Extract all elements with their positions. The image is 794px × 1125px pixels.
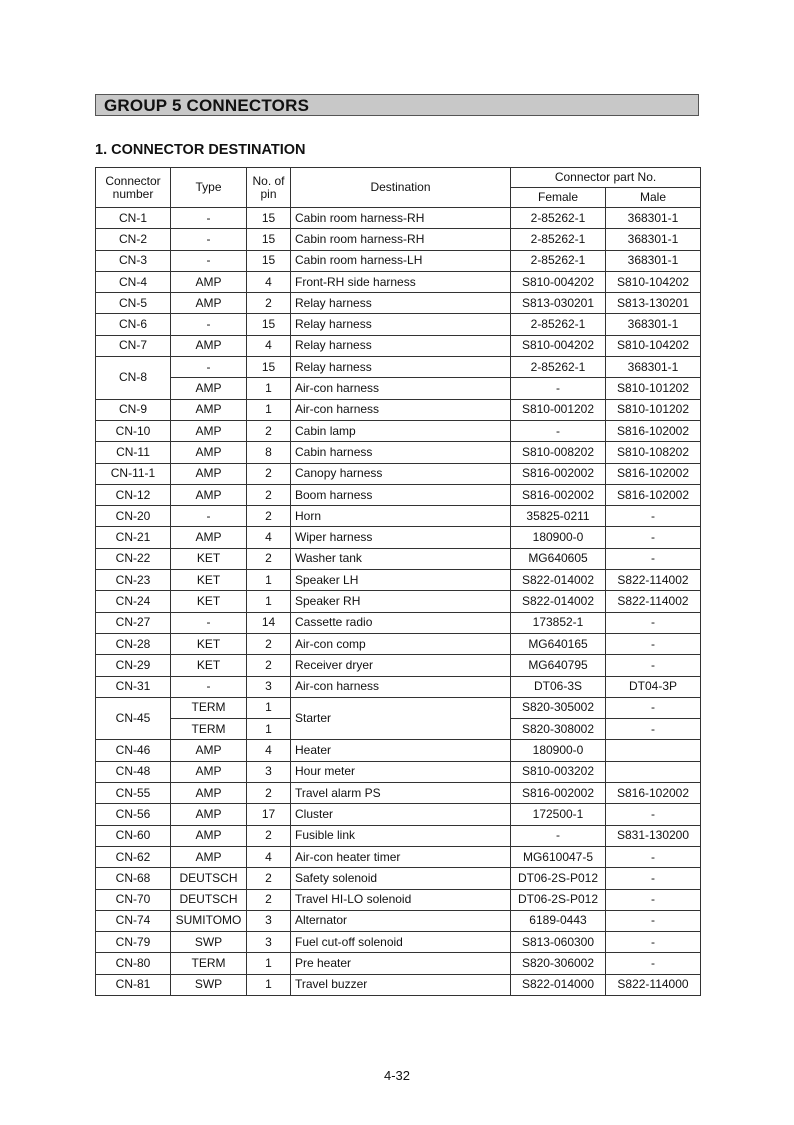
- no-of-pin: 14: [247, 612, 291, 633]
- no-of-pin: 1: [247, 399, 291, 420]
- table-row: [96, 655, 701, 676]
- connector-number: CN-46: [96, 740, 171, 761]
- male-part: -: [606, 655, 701, 676]
- male-part: -: [606, 804, 701, 825]
- male-part: -: [606, 633, 701, 654]
- table-row: [96, 612, 701, 633]
- type: AMP: [171, 420, 247, 441]
- destination: Horn: [291, 506, 511, 527]
- type: TERM: [171, 953, 247, 974]
- table-row: [96, 910, 701, 931]
- table-row: [96, 697, 701, 718]
- female-part: 2-85262-1: [511, 208, 606, 229]
- connector-number: CN-27: [96, 612, 171, 633]
- connector-number: CN-6: [96, 314, 171, 335]
- type: AMP: [171, 442, 247, 463]
- male-part: -: [606, 868, 701, 889]
- female-part: S810-008202: [511, 442, 606, 463]
- male-part: S810-108202: [606, 442, 701, 463]
- connector-number: CN-3: [96, 250, 171, 271]
- connector-number: CN-80: [96, 953, 171, 974]
- female-part: DT06-2S-P012: [511, 889, 606, 910]
- connector-number: CN-45: [96, 697, 171, 740]
- connector-number: CN-2: [96, 229, 171, 250]
- connector-number: CN-12: [96, 484, 171, 505]
- connector-number: CN-74: [96, 910, 171, 931]
- connector-number: CN-62: [96, 846, 171, 867]
- table-body: [96, 208, 701, 996]
- no-of-pin: 1: [247, 974, 291, 995]
- female-part: 2-85262-1: [511, 250, 606, 271]
- table-row: [96, 229, 701, 250]
- connector-number: CN-24: [96, 591, 171, 612]
- male-part: -: [606, 548, 701, 569]
- female-part: 172500-1: [511, 804, 606, 825]
- connector-number: CN-68: [96, 868, 171, 889]
- type: -: [171, 250, 247, 271]
- no-of-pin: 2: [247, 293, 291, 314]
- female-part: DT06-2S-P012: [511, 868, 606, 889]
- table-row: [96, 357, 701, 378]
- type: AMP: [171, 293, 247, 314]
- table-row: [96, 825, 701, 846]
- female-part: S822-014000: [511, 974, 606, 995]
- destination: Travel buzzer: [291, 974, 511, 995]
- no-of-pin: 2: [247, 868, 291, 889]
- male-part: S816-102002: [606, 484, 701, 505]
- type: TERM: [171, 719, 247, 740]
- table-row: [96, 548, 701, 569]
- type: AMP: [171, 740, 247, 761]
- connector-number: CN-60: [96, 825, 171, 846]
- male-part: -: [606, 910, 701, 931]
- type: -: [171, 229, 247, 250]
- destination: Cabin room harness-RH: [291, 208, 511, 229]
- female-part: S822-014002: [511, 570, 606, 591]
- male-part: -: [606, 846, 701, 867]
- type: AMP: [171, 484, 247, 505]
- male-part: 368301-1: [606, 314, 701, 335]
- table-row: [96, 506, 701, 527]
- type: AMP: [171, 761, 247, 782]
- male-part: S816-102002: [606, 463, 701, 484]
- type: KET: [171, 570, 247, 591]
- destination: Air-con heater timer: [291, 846, 511, 867]
- table-row: [96, 314, 701, 335]
- male-part: -: [606, 697, 701, 718]
- section-title: 1. CONNECTOR DESTINATION: [95, 142, 306, 158]
- no-of-pin: 15: [247, 357, 291, 378]
- no-of-pin: 4: [247, 846, 291, 867]
- page-number: 4-32: [383, 1068, 411, 1083]
- header-male: Male: [606, 188, 701, 208]
- female-part: S816-002002: [511, 484, 606, 505]
- destination: Boom harness: [291, 484, 511, 505]
- female-part: 180900-0: [511, 527, 606, 548]
- female-part: S810-001202: [511, 399, 606, 420]
- header-no-of-pin: No. of pin: [247, 168, 291, 208]
- connector-number: CN-79: [96, 932, 171, 953]
- destination: Wiper harness: [291, 527, 511, 548]
- female-part: S810-004202: [511, 271, 606, 292]
- no-of-pin: 2: [247, 420, 291, 441]
- destination: Pre heater: [291, 953, 511, 974]
- no-of-pin: 3: [247, 932, 291, 953]
- table-row: [96, 484, 701, 505]
- male-part: S810-104202: [606, 271, 701, 292]
- connector-number: CN-31: [96, 676, 171, 697]
- no-of-pin: 2: [247, 548, 291, 569]
- connector-number: CN-70: [96, 889, 171, 910]
- table-row: [96, 591, 701, 612]
- table-row: [96, 335, 701, 356]
- table-row: [96, 250, 701, 271]
- destination: Air-con harness: [291, 676, 511, 697]
- type: TERM: [171, 697, 247, 718]
- male-part: S831-130200: [606, 825, 701, 846]
- type: -: [171, 676, 247, 697]
- male-part: S816-102002: [606, 420, 701, 441]
- male-part: 368301-1: [606, 208, 701, 229]
- female-part: 173852-1: [511, 612, 606, 633]
- type: SUMITOMO: [171, 910, 247, 931]
- no-of-pin: 2: [247, 889, 291, 910]
- female-part: S820-306002: [511, 953, 606, 974]
- table-row: [96, 527, 701, 548]
- female-part: 6189-0443: [511, 910, 606, 931]
- destination: Cabin lamp: [291, 420, 511, 441]
- male-part: [606, 761, 701, 782]
- no-of-pin: 3: [247, 676, 291, 697]
- type: AMP: [171, 399, 247, 420]
- type: AMP: [171, 846, 247, 867]
- male-part: S816-102002: [606, 783, 701, 804]
- destination: Fuel cut-off solenoid: [291, 932, 511, 953]
- male-part: S810-101202: [606, 378, 701, 399]
- type: AMP: [171, 378, 247, 399]
- connector-number: CN-55: [96, 783, 171, 804]
- table-row: [96, 378, 701, 399]
- no-of-pin: 2: [247, 633, 291, 654]
- no-of-pin: 2: [247, 655, 291, 676]
- table-row: [96, 846, 701, 867]
- male-part: S813-130201: [606, 293, 701, 314]
- female-part: S813-060300: [511, 932, 606, 953]
- destination: Canopy harness: [291, 463, 511, 484]
- destination: Cluster: [291, 804, 511, 825]
- no-of-pin: 3: [247, 761, 291, 782]
- female-part: 35825-0211: [511, 506, 606, 527]
- table-row: [96, 740, 701, 761]
- connector-number: CN-29: [96, 655, 171, 676]
- table-row: [96, 761, 701, 782]
- no-of-pin: 2: [247, 484, 291, 505]
- destination: Safety solenoid: [291, 868, 511, 889]
- male-part: S810-104202: [606, 335, 701, 356]
- table-row: [96, 208, 701, 229]
- female-part: MG640165: [511, 633, 606, 654]
- female-part: S816-002002: [511, 463, 606, 484]
- type: AMP: [171, 527, 247, 548]
- type: SWP: [171, 974, 247, 995]
- type: -: [171, 506, 247, 527]
- destination: Heater: [291, 740, 511, 761]
- female-part: S820-305002: [511, 697, 606, 718]
- type: AMP: [171, 271, 247, 292]
- destination: Air-con harness: [291, 378, 511, 399]
- table-row: [96, 932, 701, 953]
- no-of-pin: 15: [247, 229, 291, 250]
- female-part: MG640605: [511, 548, 606, 569]
- destination: Starter: [291, 697, 511, 740]
- connector-number: CN-48: [96, 761, 171, 782]
- male-part: S822-114002: [606, 570, 701, 591]
- type: KET: [171, 591, 247, 612]
- table-row: [96, 868, 701, 889]
- type: SWP: [171, 932, 247, 953]
- header-female: Female: [511, 188, 606, 208]
- destination: Relay harness: [291, 314, 511, 335]
- male-part: -: [606, 506, 701, 527]
- header-connector-part-no: Connector part No.: [511, 168, 701, 188]
- no-of-pin: 2: [247, 506, 291, 527]
- no-of-pin: 15: [247, 250, 291, 271]
- connector-number: CN-10: [96, 420, 171, 441]
- type: -: [171, 208, 247, 229]
- type: AMP: [171, 804, 247, 825]
- destination: Relay harness: [291, 293, 511, 314]
- table-row: [96, 399, 701, 420]
- male-part: S822-114002: [606, 591, 701, 612]
- table-row: [96, 974, 701, 995]
- table-row: [96, 293, 701, 314]
- destination: Speaker RH: [291, 591, 511, 612]
- table-row: [96, 570, 701, 591]
- destination: Front-RH side harness: [291, 271, 511, 292]
- male-part: 368301-1: [606, 357, 701, 378]
- connector-number: CN-28: [96, 633, 171, 654]
- type: KET: [171, 548, 247, 569]
- male-part: -: [606, 932, 701, 953]
- female-part: S813-030201: [511, 293, 606, 314]
- no-of-pin: 4: [247, 527, 291, 548]
- no-of-pin: 1: [247, 570, 291, 591]
- table-row: [96, 463, 701, 484]
- male-part: 368301-1: [606, 229, 701, 250]
- type: DEUTSCH: [171, 889, 247, 910]
- destination: Travel HI-LO solenoid: [291, 889, 511, 910]
- no-of-pin: 4: [247, 740, 291, 761]
- no-of-pin: 1: [247, 719, 291, 740]
- female-part: S810-003202: [511, 761, 606, 782]
- female-part: -: [511, 378, 606, 399]
- destination: Alternator: [291, 910, 511, 931]
- table-row: [96, 420, 701, 441]
- destination: Washer tank: [291, 548, 511, 569]
- no-of-pin: 15: [247, 208, 291, 229]
- no-of-pin: 1: [247, 697, 291, 718]
- group-title-bar: [95, 94, 699, 116]
- table-row: [96, 633, 701, 654]
- header-row: [96, 168, 701, 188]
- destination: Fusible link: [291, 825, 511, 846]
- female-part: MG610047-5: [511, 846, 606, 867]
- table-row: [96, 442, 701, 463]
- table-row: [96, 676, 701, 697]
- female-part: S810-004202: [511, 335, 606, 356]
- table-row: [96, 953, 701, 974]
- no-of-pin: 1: [247, 378, 291, 399]
- male-part: DT04-3P: [606, 676, 701, 697]
- header-destination: Destination: [291, 168, 511, 208]
- no-of-pin: 17: [247, 804, 291, 825]
- type: KET: [171, 633, 247, 654]
- connector-table: [95, 167, 701, 996]
- connector-number: CN-23: [96, 570, 171, 591]
- no-of-pin: 2: [247, 825, 291, 846]
- female-part: -: [511, 420, 606, 441]
- connector-number: CN-56: [96, 804, 171, 825]
- type: -: [171, 357, 247, 378]
- connector-number: CN-8: [96, 357, 171, 400]
- destination: Hour meter: [291, 761, 511, 782]
- female-part: -: [511, 825, 606, 846]
- connector-number: CN-81: [96, 974, 171, 995]
- female-part: S816-002002: [511, 783, 606, 804]
- female-part: MG640795: [511, 655, 606, 676]
- male-part: -: [606, 719, 701, 740]
- female-part: S820-308002: [511, 719, 606, 740]
- connector-number: CN-21: [96, 527, 171, 548]
- destination: Cabin room harness-RH: [291, 229, 511, 250]
- male-part: S822-114000: [606, 974, 701, 995]
- connector-number: CN-5: [96, 293, 171, 314]
- destination: Receiver dryer: [291, 655, 511, 676]
- type: -: [171, 314, 247, 335]
- no-of-pin: 3: [247, 910, 291, 931]
- type: AMP: [171, 825, 247, 846]
- connector-number: CN-7: [96, 335, 171, 356]
- no-of-pin: 1: [247, 953, 291, 974]
- destination: Air-con harness: [291, 399, 511, 420]
- connector-number: CN-11-1: [96, 463, 171, 484]
- no-of-pin: 4: [247, 335, 291, 356]
- male-part: S810-101202: [606, 399, 701, 420]
- female-part: 2-85262-1: [511, 229, 606, 250]
- connector-number: CN-11: [96, 442, 171, 463]
- no-of-pin: 8: [247, 442, 291, 463]
- type: AMP: [171, 783, 247, 804]
- connector-number: CN-20: [96, 506, 171, 527]
- connector-number: CN-4: [96, 271, 171, 292]
- header-type: Type: [171, 168, 247, 208]
- connector-number: CN-9: [96, 399, 171, 420]
- male-part: [606, 740, 701, 761]
- no-of-pin: 1: [247, 591, 291, 612]
- connector-number: CN-22: [96, 548, 171, 569]
- group-title: GROUP 5 CONNECTORS: [104, 96, 310, 115]
- female-part: 180900-0: [511, 740, 606, 761]
- female-part: 2-85262-1: [511, 314, 606, 335]
- no-of-pin: 2: [247, 463, 291, 484]
- table-row: [96, 783, 701, 804]
- type: AMP: [171, 463, 247, 484]
- female-part: DT06-3S: [511, 676, 606, 697]
- table-row: [96, 271, 701, 292]
- type: KET: [171, 655, 247, 676]
- destination: Air-con comp: [291, 633, 511, 654]
- type: AMP: [171, 335, 247, 356]
- type: -: [171, 612, 247, 633]
- header-connector-number: Connector number: [96, 168, 171, 208]
- no-of-pin: 2: [247, 783, 291, 804]
- male-part: 368301-1: [606, 250, 701, 271]
- male-part: -: [606, 612, 701, 633]
- destination: Relay harness: [291, 335, 511, 356]
- destination: Relay harness: [291, 357, 511, 378]
- table-row: [96, 889, 701, 910]
- destination: Cabin harness: [291, 442, 511, 463]
- destination: Travel alarm PS: [291, 783, 511, 804]
- female-part: 2-85262-1: [511, 357, 606, 378]
- male-part: -: [606, 889, 701, 910]
- no-of-pin: 15: [247, 314, 291, 335]
- table-row: [96, 804, 701, 825]
- connector-number: CN-1: [96, 208, 171, 229]
- no-of-pin: 4: [247, 271, 291, 292]
- destination: Cassette radio: [291, 612, 511, 633]
- type: DEUTSCH: [171, 868, 247, 889]
- male-part: -: [606, 953, 701, 974]
- destination: Cabin room harness-LH: [291, 250, 511, 271]
- destination: Speaker LH: [291, 570, 511, 591]
- female-part: S822-014002: [511, 591, 606, 612]
- male-part: -: [606, 527, 701, 548]
